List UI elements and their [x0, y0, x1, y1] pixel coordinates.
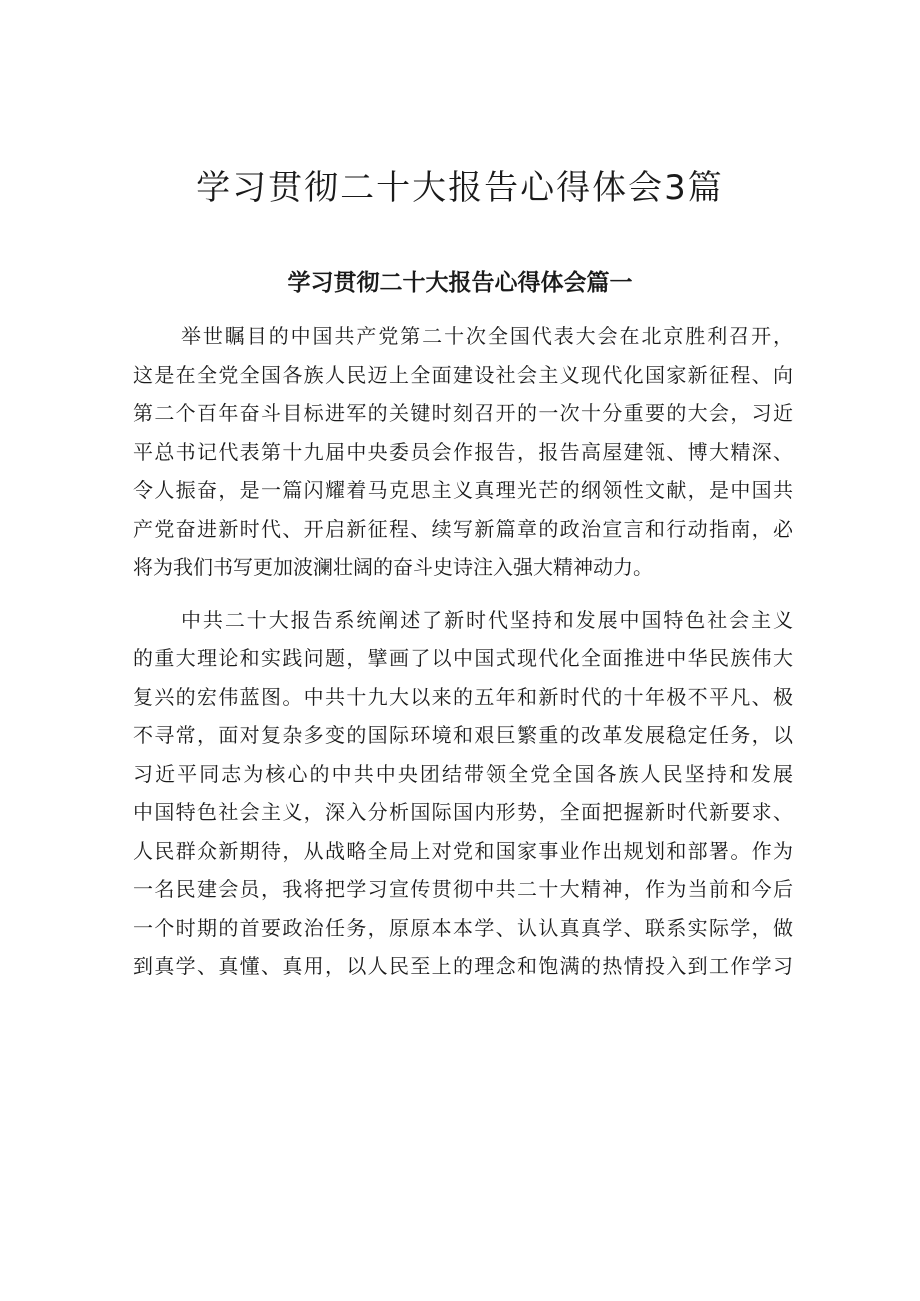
paragraph-line: 中共二十大报告系统阐述了新时代坚持和发展中国特色社会主义 — [181, 607, 793, 632]
paragraph-line: 举世瞩目的中国共产党第二十次全国代表大会在北京胜利召开， — [181, 324, 793, 348]
paragraph-line: 这是在全党全国各族人民迈上全面建设社会主义现代化国家新征程、向 — [133, 362, 793, 387]
paragraph-line: 到真学、真懂、真用，以人民至上的理念和饱满的热情投入到工作学习 — [133, 954, 793, 978]
paragraph-line: 习近平同志为核心的中共中央团结带领全党全国各族人民坚持和发展 — [133, 761, 793, 786]
paragraph-2 — [133, 601, 793, 986]
paragraph-line: 复兴的宏伟蓝图。中共十九大以来的五年和新时代的十年极不平凡、极 — [133, 684, 793, 709]
paragraph-line: 令人振奋，是一篇闪耀着马克思主义真理光芒的纲领性文献，是中国共 — [133, 478, 793, 502]
paragraph-line: 平总书记代表第十九届中央委员会作报告，报告高屋建瓴、博大精深、 — [133, 439, 793, 464]
paragraph-line: 将为我们书写更加波澜壮阔的奋斗史诗注入强大精神动力。 — [133, 555, 653, 579]
paragraph-line: 的重大理论和实践问题，擘画了以中国式现代化全面推进中华民族伟大 — [133, 646, 793, 670]
paragraph-1 — [133, 317, 793, 587]
document-title: 学习贯彻二十大报告心得体会3篇 — [196, 168, 724, 208]
document-body — [133, 317, 793, 986]
paragraph-line: 一名民建会员，我将把学习宣传贯彻中共二十大精神，作为当前和今后 — [133, 877, 793, 901]
section-title: 学习贯彻二十大报告心得体会篇一 — [287, 270, 633, 296]
paragraph-line: 人民群众新期待，从战略全局上对党和国家事业作出规划和部署。作为 — [133, 838, 793, 863]
paragraph-line: 中国特色社会主义，深入分析国际国内形势，全面把握新时代新要求、 — [133, 800, 793, 824]
paragraph-gap — [133, 587, 793, 601]
paragraph-line: 不寻常，面对复杂多变的国际环境和艰巨繁重的改革发展稳定任务，以 — [133, 723, 793, 747]
paragraph-line: 一个时期的首要政治任务，原原本本学、认认真真学、联系实际学，做 — [133, 915, 793, 940]
paragraph-line: 产党奋进新时代、开启新征程、续写新篇章的政治宣言和行动指南，必 — [133, 516, 793, 541]
paragraph-line: 第二个百年奋斗目标进军的关键时刻召开的一次十分重要的大会，习近 — [133, 401, 793, 425]
